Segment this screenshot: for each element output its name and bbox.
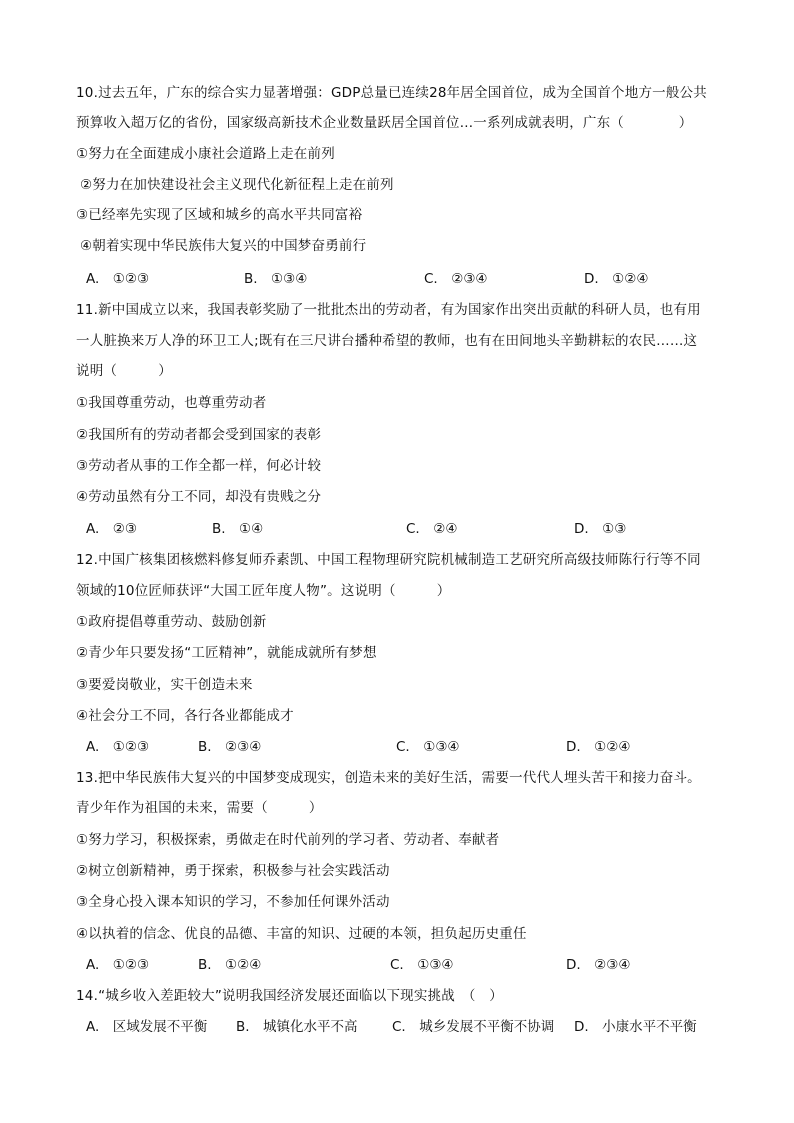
q12-item-2: ②青少年只要发扬“工匠精神”，就能成就所有梦想 (76, 645, 377, 661)
q10-stem-line2: 预算收入超万亿的省份，国家级高新技术企业数量跃居全国首位…一系列成就表明，广东（ ） (76, 115, 693, 131)
q12-option-d[interactable]: D. ①②④ (566, 739, 631, 755)
q13-item-3: ③全身心投入课本知识的学习，不参加任何课外活动 (76, 894, 390, 910)
q10-item-3: ③已经率先实现了区域和城乡的高水平共同富裕 (76, 207, 363, 223)
q13-stem-line1: 13.把中华民族伟大复兴的中国梦变成现实，创造未来的美好生活，需要一代代人埋头苦干和接力奋斗。 (76, 770, 701, 786)
q10-option-a[interactable]: A. ①②③ (86, 271, 150, 287)
q13-option-b[interactable]: B. ①②④ (198, 957, 262, 973)
q11-stem-line1: 11.新中国成立以来，我国表彰奖励了一批批杰出的劳动者，有为国家作出突出贡献的科研人员，也有用 (76, 302, 701, 318)
q10-option-d[interactable]: D. ①②④ (584, 271, 649, 287)
q14-options (86, 1018, 726, 1036)
q14-option-c[interactable]: C. 城乡发展不平衡不协调 (392, 1019, 555, 1035)
q11-option-a[interactable]: A. ②③ (86, 521, 137, 537)
q14-option-a[interactable]: A. 区域发展不平衡 (86, 1019, 208, 1035)
q13-stem-line2: 青少年作为祖国的未来，需要（ ） (76, 800, 323, 816)
q10-item-4: ④朝着实现中华民族伟大复兴的中国梦奋勇前行 (80, 238, 367, 254)
q11-option-b[interactable]: B. ①④ (212, 521, 264, 537)
q11-item-2: ②我国所有的劳动者都会受到国家的表彰 (76, 427, 322, 443)
q11-option-d[interactable]: D. ①③ (574, 521, 627, 537)
q11-options (86, 520, 726, 538)
q14-option-b[interactable]: B. 城镇化水平不高 (236, 1019, 358, 1035)
q11-item-3: ③劳动者从事的工作全都一样，何必计较 (76, 458, 322, 474)
q12-options (86, 738, 726, 756)
q13-item-1: ①努力学习，积极探索，勇做走在时代前列的学习者、劳动者、奉献者 (76, 832, 500, 848)
q10-option-b[interactable]: B. ①③④ (244, 271, 308, 287)
q14-stem-line1: 14.“城乡收入差距较大”说明我国经济发展还面临以下现实挑战 （ ） (76, 988, 504, 1004)
q10-item-1: ①努力在全面建成小康社会道路上走在前列 (76, 146, 335, 162)
q12-option-b[interactable]: B. ②③④ (198, 739, 262, 755)
q12-item-1: ①政府提倡尊重劳动、鼓励创新 (76, 614, 267, 630)
q13-item-4: ④以执着的信念、优良的品德、丰富的知识、过硬的本领，担负起历史重任 (76, 926, 527, 942)
q12-item-4: ④社会分工不同，各行各业都能成才 (76, 708, 294, 724)
q13-option-c[interactable]: C. ①③④ (390, 957, 454, 973)
q12-option-c[interactable]: C. ①③④ (396, 739, 460, 755)
q12-option-a[interactable]: A. ①②③ (86, 739, 150, 755)
q11-item-4: ④劳动虽然有分工不同，却没有贵贱之分 (76, 489, 322, 505)
q10-option-c[interactable]: C. ②③④ (424, 271, 488, 287)
q11-option-c[interactable]: C. ②④ (406, 521, 458, 537)
q13-option-a[interactable]: A. ①②③ (86, 957, 150, 973)
q10-options (86, 270, 726, 288)
q14-option-d[interactable]: D. 小康水平不平衡 (574, 1019, 697, 1035)
q12-stem-line1: 12.中国广核集团核燃料修复师乔素凯、中国工程物理研究院机械制造工艺研究所高级技师陈行行等不同 (76, 552, 701, 568)
q12-item-3: ③要爱岗敬业，实干创造未来 (76, 677, 253, 693)
q11-stem-line3: 说明（ ） (76, 363, 172, 379)
q13-option-d[interactable]: D. ②③④ (566, 957, 631, 973)
q10-stem-line1: 10.过去五年，广东的综合实力显著增强：GDP总量已连续28年居全国首位，成为全国首个地方一般公共 (76, 85, 707, 101)
q13-item-2: ②树立创新精神，勇于探索，积极参与社会实践活动 (76, 863, 390, 879)
q10-item-2: ②努力在加快建设社会主义现代化新征程上走在前列 (80, 177, 394, 193)
q11-item-1: ①我国尊重劳动，也尊重劳动者 (76, 395, 267, 411)
q13-options (86, 956, 726, 974)
q11-stem-line2: 一人脏换来万人净的环卫工人;既有在三尺讲台播种希望的教师，也有在田间地头辛勤耕耘的农民……这 (76, 333, 698, 349)
q12-stem-line2: 领域的10位匠师获评“大国工匠年度人物”。这说明（ ） (76, 583, 451, 599)
